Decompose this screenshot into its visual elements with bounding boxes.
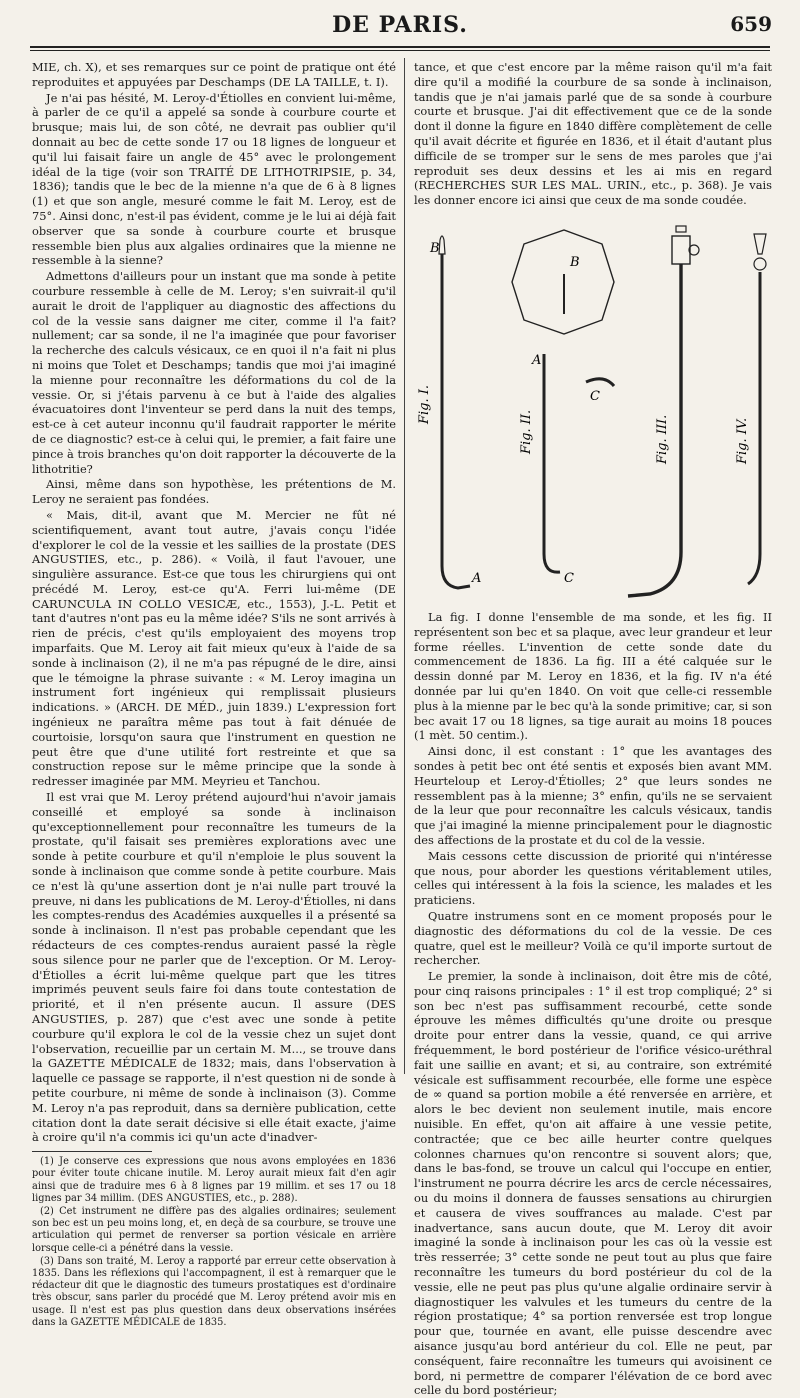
paragraph: Ainsi, même dans son hypothèse, les prétentions de M. Leroy ne seraient pas fondées. — [32, 477, 396, 507]
footnote-rule — [32, 1151, 152, 1152]
fig-3-label: Fig. III. — [655, 414, 670, 464]
fig-3-sonde — [628, 226, 699, 596]
paragraph: Il est vrai que M. Leroy prétend aujourd'hui n'avoir jamais conseillé et employé sa sonde à inclinaison qu'exceptionnellement pour reconnaître les tumeurs de la prostate, qu'il faisait ses premières explorations avec une sonde à petite courbure et qu'il n'emploie le plus souvent la sonde à inclinaison que comme sonde à petite courbure. Mais ce n'est là qu'une assertion dont je n'ai nulle part trouvé la preuve, ni dans les publications de M. Leroy-d'Étiolles, ni dans les comptes-rendus des Académies auxquelles il a présenté sa sonde à inclinaison. Il n'est pas probable cependant que les rédacteurs de ces comptes-rendus auraient passé la règle sous silence pour ne parler que de l'exception. Or M. Leroy-d'Étiolles a écrit lui-même quelque part que les titres imprimés peuvent seuls faire foi dans toute contestation de priorité, et il n'en présente aucun. Il assure (DES ANGUSTIES, p. 287) que c'est avec une sonde à petite courbure qu'il explora le col de la vessie chez un sujet dont l'observation, recueillie par un certain M. M..., se trouve dans la GAZETTE MÉDICALE de 1832; mais, dans l'observation à laquelle ce passage se rapporte, il n'est question ni de sonde à petite courbure, ni même de sonde à inclinaison (3). Comme M. Leroy n'a pas reproduit, dans sa dernière publication, cette citation dont la date serait décisive si elle était exacte, j'aime à croire qu'il n'a commis ici qu'un acte d'inadver- — [32, 790, 396, 1145]
fig-label-b: B — [430, 240, 440, 256]
paragraph: La fig. I donne l'ensemble de ma sonde, et les fig. II représentent son bec et sa plaque, avec leur grandeur et leur forme réelles. L'invention de cette sonde date du commencement de 1836. La fig. III a été calquée sur le dessin donné par M. Leroy en 1836, et la fig. IV n'a été donnée par lui qu'en 1840. On voit que celle-ci ressemble plus à la mienne par le bec qu'à la sonde primitive; car, si son bec avait 17 ou 18 lignes, sa tige aurait au moins 18 pouces (1 mèt. 50 centim.). — [414, 609, 772, 743]
left-column — [32, 60, 396, 1328]
paragraph: MIE, ch. X), et ses remarques sur ce point de pratique ont été reproduites et appuyées par Deschamps (DE LA TAILLE, t. I). — [32, 60, 396, 89]
page-header — [0, 0, 800, 52]
instrument-figures — [414, 214, 772, 604]
fig-1-label: Fig. I. — [417, 384, 432, 424]
paragraph: tance, et que c'est encore par la même raison qu'il m'a fait dire qu'il a modifié la courbure de sa sonde à inclinaison, tandis que je n'ai jamais parlé que de sa sonde à courbure courte et brusque. J'ai dit effectivement que ce de la sonde dont il donne la figure en 1840 diffère complètement de celle qu'il avait décrite et figurée en 1836, et il était d'autant plus difficile de se tromper sur le sens de mes paroles que j'ai reproduit ses deux dessins et les ai mis en regard (RECHERCHES SUR LES MAL. URIN., etc., p. 368). Je vais les donner encore ici ainsi que ceux de ma sonde coudée. — [414, 60, 772, 208]
header-rule — [30, 46, 770, 48]
paragraph: Je n'ai pas hésité, M. Leroy-d'Étiolles en convient lui-même, à parler de ce qu'il a appelé sa sonde à courbure courte et brusque; mais lui, de son côté, ne devrait pas oublier qu'il donnait au bec de cette sonde 17 ou 18 lignes de longueur et qu'il lui faisait faire un angle de 45° avec le prolongement idéal de la tige (voir son TRAITÉ DE LITHOTRIPSIE, p. 34, 1836); tandis que le bec de la mienne n'a que de 6 à 8 lignes (1) et que son angle, mesuré comme le fait M. Leroy, est de 75°. Ainsi donc, n'est-il pas évident, comme je le lui ai déjà fait observer que sa sonde à courbure courte et brusque ressemble bien plus aux algalies ordinaires que la mienne ne ressemble à la sienne? — [32, 90, 396, 268]
fig-4-label: Fig. IV. — [735, 417, 750, 464]
paragraph: Ainsi donc, il est constant : 1° que les avantages des sondes à petit bec ont été sentis et exposés bien avant MM. Heurteloup et Leroy-d'Étiolles; 2° que leurs sondes ne ressemblent pas à la mienne; 3° enfin, qu'ils ne se servaient de la leur que pour reconnaître les calculs vésicaux, tandis que j'ai imaginé la mienne principalement pour le diagnostic des affections de la prostate et du col de la vessie. — [414, 744, 772, 847]
fig-1-sonde — [439, 236, 470, 588]
header-rule-thin — [30, 50, 770, 51]
footnote: (2) Cet instrument ne diffère pas des algalies ordinaires; seulement son bec est un peu moins long, et, en deçà de sa courbure, se trouve une articulation qui permet de renverser sa portion vésicale en arrière lorsque celle-ci a pénétré dans la vessie. — [32, 1205, 396, 1254]
paragraph: Admettons d'ailleurs pour un instant que ma sonde à petite courbure ressemble à celle de M. Leroy; s'en suivrait-il qu'il aurait le droit de l'appliquer au diagnostic des affections du col de la vessie sans daigner me citer, comme il l'a fait? nullement; car sa sonde, il ne l'a imaginée que pour favoriser la recherche des calculs vésicaux, ce en quoi il n'a fait ni plus ni moins que Tolet et Deschamps; tandis que moi j'ai imaginé la mienne pour reconnaître les déformations du col de la vessie. Or, si j'étais parvenu à ce but à l'aide des algalies évacuatoires dont l'inventeur se perd dans la nuit des temps, est-ce à cet auteur inconnu qu'il faudrait rapporter le mérite de ce diagnostic? est-ce à celui qui, le premier, a fait faire une pince à trois branches qu'on doit rapporter la découverte de la lithotritie? — [32, 269, 396, 476]
fig-2-label: Fig. II. — [519, 409, 534, 454]
paragraph: Quatre instrumens sont en ce moment proposés pour le diagnostic des déformations du col de la vessie. De ces quatre, quel est le meilleur? Voilà ce qu'il importe surtout de rechercher. — [414, 908, 772, 968]
page-number: 659 — [730, 12, 772, 36]
running-title: DE PARIS. — [332, 12, 468, 38]
fig-4-sonde — [748, 234, 766, 584]
footnote: (1) Je conserve ces expressions que nous avons employées en 1836 pour éviter toute chicane inutile. M. Leroy aurait mieux fait d'en agir ainsi que de traduire mes 6 à 8 lignes par 19 millim. et ses 17 ou 18 lignes par 34 millim. (DES ANGUSTIES, etc., p. 288). — [32, 1156, 396, 1204]
footnotes — [32, 1156, 396, 1329]
fig-label-b: B — [570, 254, 580, 270]
catheter-illustration — [414, 214, 772, 604]
fig-2-plate — [512, 230, 614, 334]
column-divider — [404, 58, 405, 1074]
fig-label-c: C — [564, 570, 574, 586]
right-column — [414, 60, 772, 1398]
fig-label-c: C — [590, 388, 600, 404]
paragraph: Le premier, la sonde à inclinaison, doit être mis de côté, pour cinq raisons principales : 1° il est trop compliqué; 2° si son bec n'est pas suffisamment recourbé, cette sonde éprouve les mêmes difficultés qu'une droite ou presque droite pour entrer dans la vessie, quand, ce qui arrive fréquemment, le bord postérieur de l'orifice vésico-uréthral fait une saillie en avant; et si, au contraire, son extrémité vésicale est suffisamment recourbée, elle forme une espèce de ∞ quand sa portion mobile a été renversée en arrière, et alors le bec devient non seulement inutile, mais encore nuisible. En effet, qu'on ait affaire à une vessie petite, contractée; que ce bec aille heurter contre quelques colonnes charnues qu'on rencontre si souvent alors; que, dans le bas-fond, se trouve un calcul qui l'occupe en entier, l'instrument ne pourra décrire les arcs de cercle nécessaires, ou du moins il donnera de fausses sensations au chirurgien et causera de vives souffrances au malade. C'est par inadvertance, sans aucun doute, que M. Leroy dit avoir imaginé la sonde à inclinaison pour les cas où la vessie est très resserrée; 3° cette sonde ne peut tout au plus que faire reconnaître les tumeurs du bord postérieur du col de la vessie, elle ne peut pas plus qu'une algalie ordinaire servir à diagnostiquer les valvules et les tumeurs du centre de la région prostatique; 4° sa portion renversée est trop longue pour que, tournée en avant, elle puisse descendre avec aisance jusqu'au bord antérieur du col. Elle ne peut, par conséquent, faire reconnaître les tumeurs qui avoisinent ce bord, ni permettre de comparer l'élévation de ce bord avec celle du bord postérieur; — [414, 969, 772, 1398]
paragraph: « Mais, dit-il, avant que M. Mercier ne fût né scientifiquement, avant tout autre, j'avais conçu l'idée d'explorer le col de la vessie et les saillies de la prostate (DES ANGUSTIES, etc., p. 286). « Voilà, il faut l'avouer, une singulière assurance. Est-ce que tous les chirurgiens qui ont précédé M. Leroy, est-ce qu'A. Ferri lui-même (DE CARUNCULA IN COLLO VESICÆ, etc., 1553), J.-L. Petit et tant d'autres n'ont pas eu la même idée? S'ils ne sont arrivés à rien de précis, c'est qu'ils employaient des moyens trop imparfaits. Que M. Leroy ait fait mieux qu'eux à l'aide de sa sonde à inclinaison (2), il ne m'a pas répugné de le dire, ainsi que le témoigne la phrase suivante : « M. Leroy imagina un instrument fort ingénieux qui remplissait plusieurs indications. » (ARCH. DE MÉD., juin 1839.) L'expression fort ingénieux ne paraîtra même pas tout à fait dénuée de courtoisie, lorsqu'on saura que l'instrument en question ne peut être que d'une utilité fort restreinte et que sa construction repose sur le même principe que la sonde à redresser imaginée par MM. Meyrieu et Tanchou. — [32, 507, 396, 789]
fig-label-a: A — [472, 570, 482, 586]
paragraph: Mais cessons cette discussion de priorité qui n'intéresse que nous, pour aborder les questions véritablement utiles, celles qui intéressent à la fois la science, les malades et les praticiens. — [414, 848, 772, 908]
fig-2-tip — [544, 354, 614, 572]
fig-label-a: A — [532, 352, 542, 368]
footnote: (3) Dans son traité, M. Leroy a rapporté par erreur cette observation à 1835. Dans les réflexions qui l'accompagnent, il est à remarquer que le rédacteur dit que le diagnostic des tumeurs prostatiques est d'ordinaire très obscur, sans parler du procédé que M. Leroy prétend avoir mis en usage. Il n'est est pas plus question dans deux observations insérées dans la GAZETTE MÉDICALE de 1835. — [32, 1255, 396, 1328]
